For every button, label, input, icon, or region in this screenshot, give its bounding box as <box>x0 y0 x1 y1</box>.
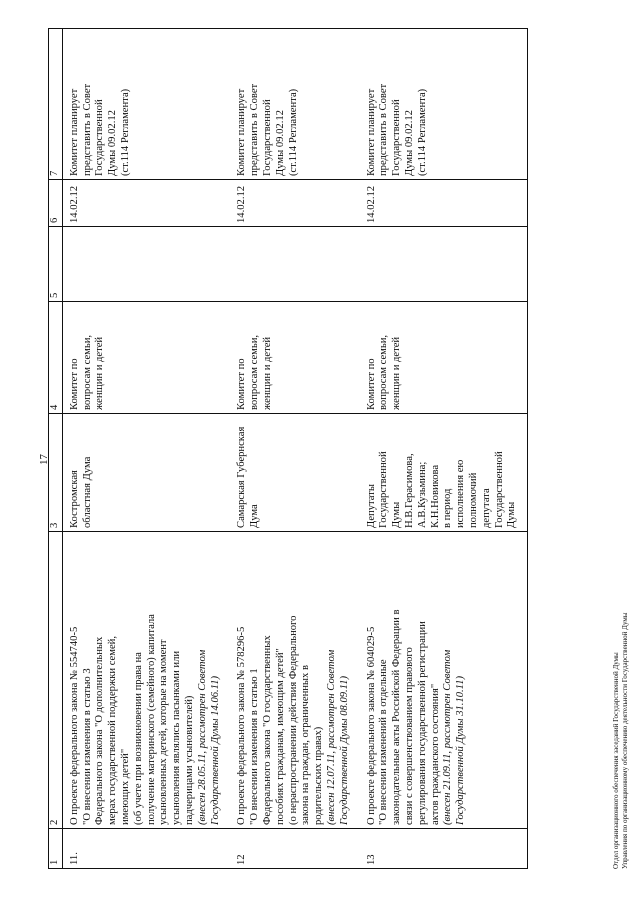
initiator-line: полномочий <box>467 472 479 528</box>
bill-note-line: (внесен 12.07.11, рассмотрен Советом <box>325 649 337 825</box>
status-line: Думы 09.02.12 <box>403 110 415 176</box>
column-header: 3 <box>49 414 63 532</box>
bill-text-line: О проекте федерального закона № 578296-5 <box>236 626 248 825</box>
initiator-line: Н.В.Герасимова, <box>403 453 415 528</box>
initiator <box>62 414 230 532</box>
row-number: 11. <box>62 829 230 869</box>
status-line: Думы 09.02.12 <box>107 110 119 176</box>
committee-line: Комитет по <box>365 358 377 410</box>
column-header: 5 <box>49 227 63 302</box>
initiator-line: А.В.Кузьмина; <box>416 461 428 528</box>
bill-text-line: имеющих детей" <box>119 748 131 825</box>
footer-line: Управления по организационному обеспечению деятельности Государственной Думы <box>620 612 629 869</box>
bill-text-line: Федерального закона "О государственных <box>261 635 273 825</box>
status-line: Государственной <box>261 99 273 176</box>
bill-text-line: падчерицами усыновителей) <box>183 695 195 825</box>
bill-text-line: регулирования государственной регистрации <box>416 621 428 825</box>
initiator-line: Депутаты <box>365 484 377 528</box>
status-line: (ст.114 Регламента) <box>287 88 299 176</box>
bill-description <box>62 532 230 829</box>
initiator <box>230 414 359 532</box>
column-header: 4 <box>49 302 63 414</box>
column-header: 7 <box>49 29 63 180</box>
status-line: Государственной <box>94 99 106 176</box>
bills-table <box>48 28 528 869</box>
table-row <box>230 29 359 869</box>
column-header: 6 <box>49 180 63 227</box>
bill-note-line: Государственной Думы 31.10.11) <box>455 675 467 825</box>
status-line: представить в Совет <box>249 83 261 176</box>
initiator-line: К.Н.Новикова <box>429 464 441 528</box>
bill-text-line: мерах государственной поддержки семей, <box>107 636 119 825</box>
status-line: представить в Совет <box>378 83 390 176</box>
committee-line: вопросам семьи, <box>249 334 261 410</box>
initiator <box>360 414 528 532</box>
bill-text-line: Федерального закона "О дополнительных <box>94 636 106 825</box>
footer-line: Отдел организационного обеспечения заседаний Государственной Думы <box>612 652 620 869</box>
bill-note-line: Государственной Думы 08.09.11) <box>338 675 350 825</box>
bill-text-line: О проекте федерального закона № 554740-5 <box>68 626 80 825</box>
committee <box>62 302 230 414</box>
status <box>230 29 359 180</box>
bill-text-line: "О внесении изменений в отдельные <box>378 659 390 825</box>
bill-text-line: родительских правах) <box>313 726 325 825</box>
initiator-line: исполнения ею <box>455 459 467 528</box>
initiator-line: Думы <box>506 501 518 528</box>
bill-text-line: усыновленных детей, которые на момент <box>158 639 170 825</box>
status-line: Государственной <box>391 99 403 176</box>
initiator-line: областная Дума <box>81 456 93 528</box>
initiator-line: депутата <box>480 488 492 528</box>
initiator-line: Государственной <box>378 451 390 528</box>
column-header: 1 <box>49 829 63 869</box>
row-number: 13 <box>360 829 528 869</box>
bill-note-line: Государственной Думы 14.06.11) <box>209 675 221 825</box>
table-row <box>360 29 528 869</box>
committee-line: женщин и детей <box>261 336 273 410</box>
bill-description <box>230 532 359 829</box>
date-cell: 14.02.12 <box>230 180 359 227</box>
status-line: Комитет планирует <box>68 88 80 176</box>
table-row <box>62 29 230 869</box>
initiator-line: в период <box>442 488 454 528</box>
bill-text-line: (об учете при возникновении права на <box>132 652 144 825</box>
bill-text-line: (о нераспространении действия Федерального <box>287 615 299 825</box>
date-cell: 14.02.12 <box>360 180 528 227</box>
table-header-row <box>49 29 63 869</box>
bill-text-line: пособиях гражданам, имеющим детей" <box>274 648 286 825</box>
bill-note-line: (внесен 21.09.11, рассмотрен Советом <box>442 649 454 825</box>
bill-text-line: актов гражданского состояния" <box>429 683 441 825</box>
initiator-line: Думы <box>391 501 403 528</box>
bill-description <box>360 532 528 829</box>
bill-text-line: усыновления являлись пасынками или <box>171 650 183 825</box>
status-line: (ст.114 Регламента) <box>119 88 131 176</box>
bill-text-line: "О внесении изменения в статью 1 <box>249 668 261 825</box>
status-line: Комитет планирует <box>236 88 248 176</box>
column-5-cell <box>62 227 230 302</box>
column-5-cell <box>230 227 359 302</box>
column-header: 2 <box>49 532 63 829</box>
footer-note <box>612 613 629 869</box>
column-5-cell <box>360 227 528 302</box>
status-line: Думы 09.02.12 <box>274 110 286 176</box>
status <box>360 29 528 180</box>
committee-line: вопросам семьи, <box>81 334 93 410</box>
committee-line: женщин и детей <box>391 336 403 410</box>
bill-note-line: (внесен 28.05.11, рассмотрен Советом <box>196 649 208 825</box>
bill-text-line: О проекте федерального закона № 604029-5 <box>365 626 377 825</box>
date-cell: 14.02.12 <box>62 180 230 227</box>
bill-text-line: связи с совершенствованием правового <box>403 647 415 825</box>
committee <box>360 302 528 414</box>
page-number: 17 <box>38 454 50 465</box>
committee-line: вопросам семьи, <box>378 334 390 410</box>
committee-line: женщин и детей <box>94 336 106 410</box>
bill-text-line: законодательные акты Российской Федерации в <box>391 609 403 825</box>
bill-text-line: "О внесении изменения в статью 3 <box>81 668 93 825</box>
committee-line: Комитет по <box>236 358 248 410</box>
status-line: Комитет планирует <box>365 88 377 176</box>
status <box>62 29 230 180</box>
bill-text-line: получение материнского (семейного) капитала <box>145 614 157 825</box>
status-line: представить в Совет <box>81 83 93 176</box>
row-number: 12 <box>230 829 359 869</box>
status-line: (ст.114 Регламента) <box>416 88 428 176</box>
committee <box>230 302 359 414</box>
bill-text-line: закона на граждан, ограниченных в <box>300 665 312 825</box>
initiator-line: Костромская <box>68 470 80 528</box>
initiator-line: Самарская Губернская <box>236 426 248 528</box>
initiator-line: Дума <box>249 504 261 528</box>
committee-line: Комитет по <box>68 358 80 410</box>
initiator-line: Государственной <box>493 451 505 528</box>
